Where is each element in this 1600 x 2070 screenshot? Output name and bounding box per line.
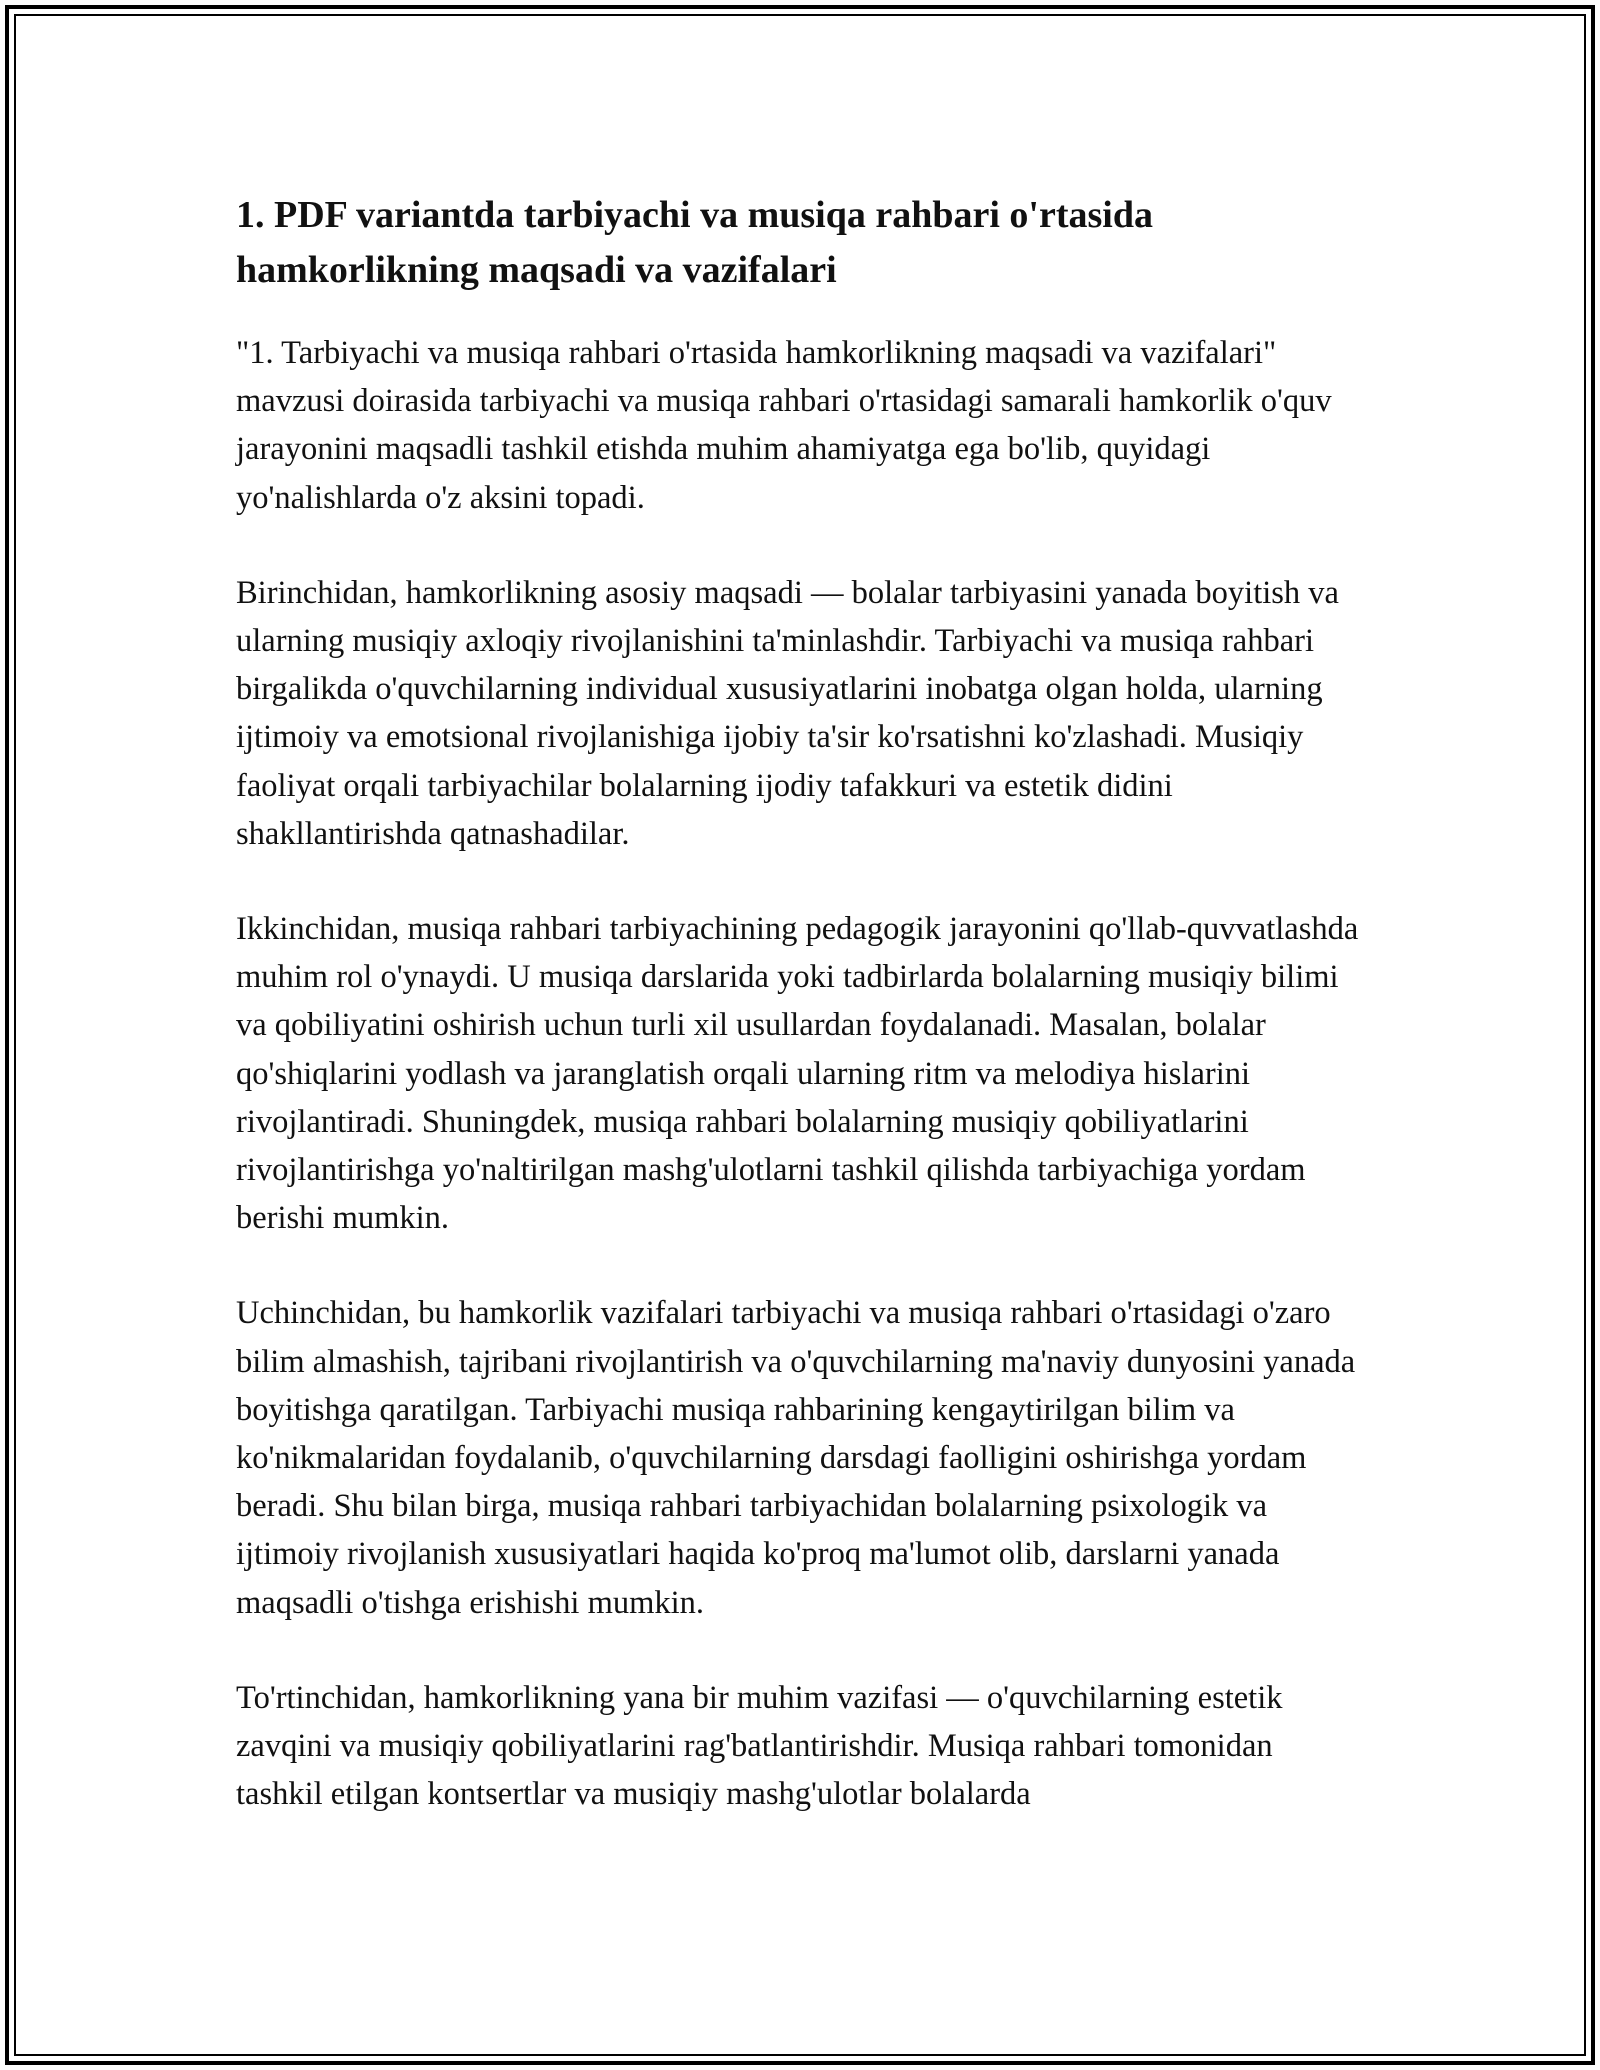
document-body xyxy=(236,188,1366,1865)
paragraph-second: Ikkinchidan, musiqa rahbari tarbiyachining pedagogik jarayonini qo'llab-quvvatlashda muhim rol o'ynaydi. U musiqa darslarida yoki tadbirlarda bolalarning musiqiy bilimi va qobiliyatini oshirish uchun turli xil usullardan foydalanadi. Masalan, bolalar qo'shiqlarini yodlash va jaranglatish orqali ularning ritm va melodiya hislarini rivojlantiradi. Shuningdek, musiqa rahbari bolalarning musiqiy qobiliyatlarini rivojlantirishga yo'naltirilgan mashg'ulotlarni tashkil qilishda tarbiyachiga yordam berishi mumkin. xyxy=(236,911,1359,1237)
paragraph-intro: "1. Tarbiyachi va musiqa rahbari o'rtasida hamkorlikning maqsadi va vazifalari" mavzusi doirasida tarbiyachi va musiqa rahbari o'rtasidagi samarali hamkorlik o'quv jarayonini maqsadli tashkil etishda muhim ahamiyatga ega bo'lib, quyidagi yo'nalishlarda o'z aksini topadi. xyxy=(236,335,1332,516)
paragraph-third: Uchinchidan, bu hamkorlik vazifalari tarbiyachi va musiqa rahbari o'rtasidagi o'zaro bilim almashish, tajribani rivojlantirish va o'quvchilarning ma'naviy dunyosini yanada boyitishga qaratilgan. Tarbiyachi musiqa rahbarining kengaytirilgan bilim va ko'nikmalaridan foydalanib, o'quvchilarning darsdagi faolligini oshirishga yordam beradi. Shu bilan birga, musiqa rahbari tarbiyachidan bolalarning psixologik va ijtimoiy rivojlanish xususiyatlari haqida ko'proq ma'lumot olib, darslarni yanada maqsadli o'tishga erishishi mumkin. xyxy=(236,1295,1356,1621)
paragraph-fourth: To'rtinchidan, hamkorlikning yana bir muhim vazifasi — o'quvchilarning estetik zavqini va musiqiy qobiliyatlarini rag'batlantirishdir. Musiqa rahbari tomonidan tashkil etilgan kontsertlar va musiqiy mashg'ulotlar bolalarda xyxy=(236,1679,1283,1813)
document-title: 1. PDF variantda tarbiyachi va musiqa rahbari o'rtasida hamkorlikning maqsadi va vazifalari xyxy=(236,194,1153,291)
paragraph-first: Birinchidan, hamkorlikning asosiy maqsadi — bolalar tarbiyasini yanada boyitish va ularning musiqiy axloqiy rivojlanishini ta'minlashdir. Tarbiyachi va musiqa rahbari birgalikda o'quvchilarning individual xususiyatlarini inobatga olgan holda, ularning ijtimoiy va emotsional rivojlanishiga ijobiy ta'sir ko'rsatishni ko'zlashadi. Musiqiy faoliyat orqali tarbiyachilar bolalarning ijodiy tafakkuri va estetik didini shakllantirishda qatnashadilar. xyxy=(236,574,1339,852)
